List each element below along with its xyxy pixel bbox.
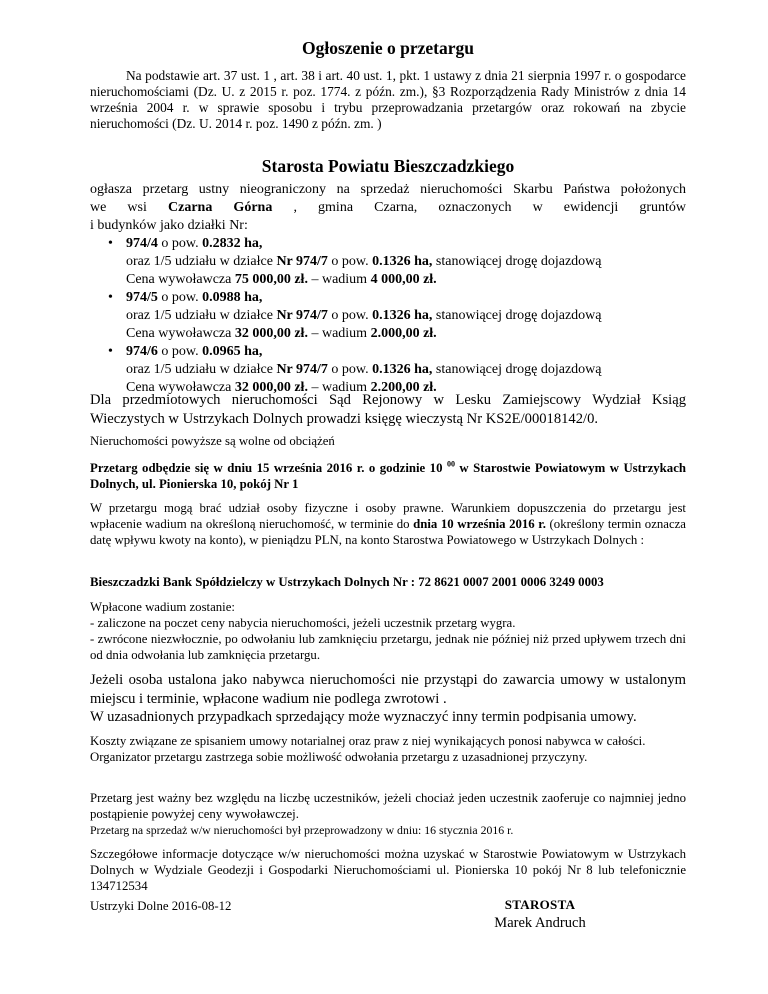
starting-price: 32 000,00 zł. [234,380,308,395]
village-name: Czarna Górna [168,200,273,215]
bank-account: Bieszczadzki Bank Spółdzielczy w Ustrzykach Dolnych Nr : 72 8621 0007 2001 0006 3249 0003 [90,575,604,589]
plot-text: o pow. [327,362,373,377]
share-area: 0.1326 ha, [372,308,433,323]
plot-price [126,325,686,343]
document-title: Ogłoszenie o przetargu [301,38,475,58]
plot-text: o pow. [327,308,373,323]
deposit-deadline: dnia 10 września 2016 r. [413,517,546,531]
plot-number: 974/6 [126,344,158,359]
plot-heading [126,235,686,253]
participants-text: W przetargu mogą brać udział osoby fizyczne i osoby prawne. Warunkiem dopuszczenia do przetargu jest wpłacenie wadium na określoną nieruchomość, w terminie do [90,501,686,531]
validity-text: Przetarg jest ważny bez względu na liczbę uczestników, jeżeli chociaż jeden uczestnik zaoferuje co najmniej jedno postąpienie powyżej ceny wywoławczej. [90,791,686,821]
encumbrance-note: Nieruchomości powyższe są wolne od obciążeń [90,434,335,448]
plot-text: – wadium [307,272,371,287]
share-plot: Nr 974/7 [276,308,328,323]
costs-paragraph [90,733,686,765]
deposit: 4 000,00 zł. [370,272,437,287]
issuer-heading: Starosta Powiatu Bieszczadzkiego [261,156,515,176]
plot-share [126,307,686,325]
plot-text: oraz 1/5 udziału w działce [126,362,277,377]
buyer-paragraph: W uzasadnionych przypadkach sprzedający może wyznaczyć inny termin podpisania umowy. [90,709,637,725]
plot-price [126,271,686,289]
starting-price: 32 000,00 zł. [234,326,308,341]
plot-text: – wadium [307,326,371,341]
plot-heading [126,343,686,361]
plot-text: Cena wywoławcza [126,272,235,287]
cancellation-text: Organizator przetargu zastrzega sobie możliwość odwołania przetargu z uzasadnionej przyczyny. [90,750,588,764]
plot-number: 974/4 [126,236,158,251]
plot-text: o pow. [157,344,203,359]
plot-text: o pow. [157,290,203,305]
participants-paragraph [90,500,686,548]
legal-basis [90,68,686,132]
deposit: 2.000,00 zł. [370,326,437,341]
buyer-obligation [90,671,686,727]
plot-share [126,361,686,379]
plot-text: Cena wywoławcza [126,326,235,341]
refund-item: - zwrócone niezwłocznie, po odwołaniu lub zamknięciu przetargu, jednak nie później niż przed upływem trzech dni od dnia odwołania lub zamknięcia przetargu. [90,632,686,662]
announcement-line [90,199,686,217]
place-date: Ustrzyki Dolne 2016-08-12 [90,899,232,913]
validity-paragraph [90,790,686,838]
plot-item [90,343,686,397]
plot-number: 974/5 [126,290,158,305]
plot-area: 0.0988 ha, [202,290,263,305]
plot-text: stanowiącej drogę dojazdową [432,362,602,377]
signature-role: STAROSTA [504,897,576,912]
starting-price: 75 000,00 zł. [234,272,308,287]
plot-item [90,235,686,289]
share-plot: Nr 974/7 [276,362,328,377]
contact-info: Szczegółowe informacje dotyczące w/w nieruchomości można uzyskać w Starostwie Powiatowym w Ustrzykach Dolnych w Wydziale Geodezji i Gospodarki Nieruchomościami ul. Pionierska 10 pokój Nr 8 lub telefonicznie 134712534 [90,847,686,893]
plot-text: o pow. [327,254,373,269]
refund-heading: Wpłacone wadium zostanie: [90,600,235,614]
land-registry-paragraph: Dla przedmiotowych nieruchomości Sąd Rejonowy w Lesku Zamiejscowy Wydział Ksiąg Wieczystych w Ustrzykach Dolnych prowadzi księgę wieczystą Nr KS2E/00018142/0. [90,392,686,427]
plot-text: stanowiącej drogę dojazdową [432,308,602,323]
bullet-icon: • [108,290,113,305]
plot-text: Cena wywoławcza [126,380,235,395]
participants-text: (określony termin oznacza datę wpływu kwoty na konto), w pieniądzu PLN, na konto Starostwa Powiatowego w Ustrzykach Dolnych : [90,517,686,547]
plot-item [90,289,686,343]
plot-text: oraz 1/5 udziału w działce [126,308,277,323]
plot-text: oraz 1/5 udziału w działce [126,254,277,269]
buyer-paragraph: Jeżeli osoba ustalona jako nabywca nieruchomości nie przystąpi do zawarcia umowy w ustalonym miejscu i terminie, wpłacone wadium nie podlega zwrotowi . [90,672,686,707]
deposit: 2.200,00 zł. [370,380,437,395]
plot-text: – wadium [307,380,371,395]
share-area: 0.1326 ha, [372,362,433,377]
costs-text: Koszty związane ze spisaniem umowy notarialnej oraz praw z niej wynikających ponosi nabywca w całości. [90,734,646,748]
signature-block [480,897,600,932]
plot-text: stanowiącej drogę dojazdową [432,254,602,269]
bullet-icon: • [108,344,113,359]
deposit-refund [90,599,686,663]
share-plot: Nr 974/7 [276,254,328,269]
signature-name: Marek Andruch [494,915,586,931]
plot-list [90,235,686,397]
legal-basis-text: Na podstawie art. 37 ust. 1 , art. 38 i art. 40 ust. 1, pkt. 1 ustawy z dnia 21 sierpnia 1997 r. o gospodarce nieruchomościami (Dz. U. z 2015 r. poz. 1774. z późn. zm.), §3 Rozporządzenia Rady Ministrów z dnia 14 września 2004 r. w sprawie sposobu i trybu przeprowadzania przetargów oraz rokowań na zbycie nieruchomości (Dz. U. 2014 r. poz. 1490 z późn. zm. ) [90,68,686,131]
plot-area: 0.2832 ha, [202,236,263,251]
plot-heading [126,289,686,307]
plot-share [126,253,686,271]
announcement-line: ogłasza przetarg ustny nieograniczony na sprzedaż nieruchomości Skarbu Państwa położonych [90,182,686,197]
auction-text: Przetarg odbędzie się w dniu 15 września 2016 r. o godzinie 10 [90,461,447,475]
plot-text: o pow. [157,236,203,251]
announcement-text: , gmina Czarna, oznaczonych w ewidencji gruntów [272,200,686,215]
plot-area: 0.0965 ha, [202,344,263,359]
announcement-text: we wsi [90,200,168,215]
share-area: 0.1326 ha, [372,254,433,269]
auction-time-minutes: 00 [446,459,455,469]
auction-date-paragraph [90,460,686,492]
announcement-line: i budynków jako działki Nr: [90,218,248,233]
bullet-icon: • [108,236,113,251]
refund-item: - zaliczone na poczet ceny nabycia nieruchomości, jeżeli uczestnik przetarg wygra. [90,616,516,630]
announcement [90,181,686,397]
previous-auction-text: Przetarg na sprzedaż w/w nieruchomości był przeprowadzony w dniu: 16 stycznia 2016 r. [90,823,514,837]
auction-text: w Starostwie Powiatowym w Ustrzykach Dolnych, ul. Pionierska 10, pokój Nr 1 [90,461,686,491]
